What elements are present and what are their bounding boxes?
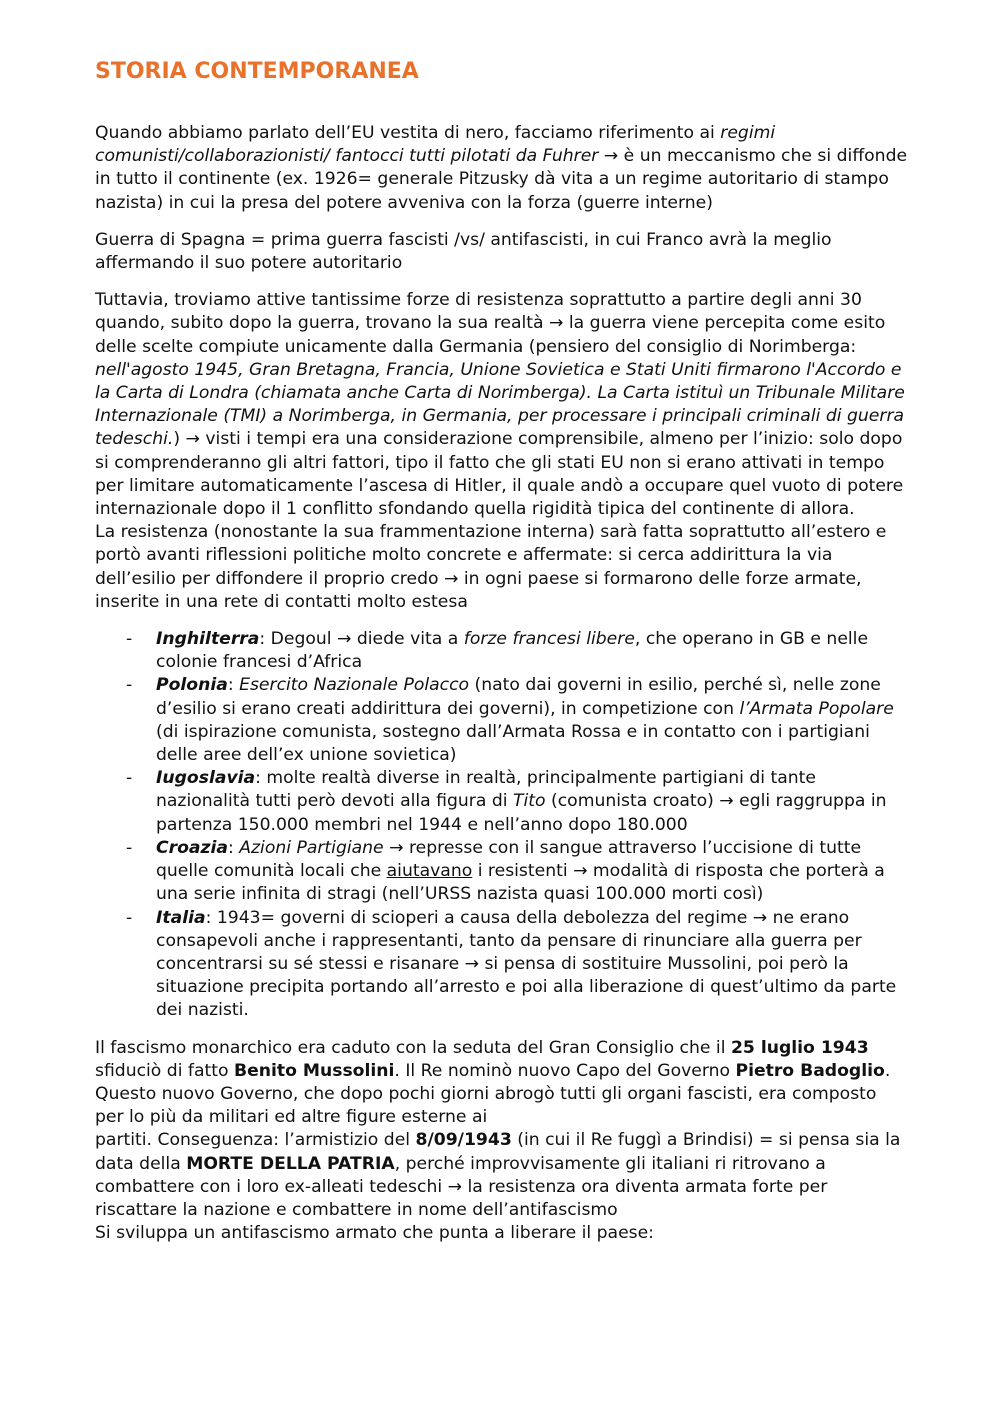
list-dash: -	[126, 629, 133, 650]
list-dash: -	[126, 768, 133, 789]
paragraph-guerra-spagna: Guerra di Spagna = prima guerra fascisti /vs/ antifascisti, in cui Franco avrà la meglio affermando il suo potere autoritario	[95, 229, 832, 274]
paragraph-fascismo-monarchico: Il fascismo monarchico era caduto con la seduta del Gran Consiglio che il 25 luglio 1943 sfiduciò di fatto Benito Mussolini. Il Re nominò nuovo Capo del Governo Pietro Badoglio. Questo nuovo Governo, che dopo pochi giorni abrogò tutti gli organi fascisti, era composto per lo più da militari ed altre figure esterne ai partiti. Conseguenza: l’armistizio del 8/09/1943 (in cui il Re fuggì a Brindisi) = si pensa sia la data della MORTE DELLA PATRIA, perché improvvisamente gli italiani ri ritrovano a combattere con i loro ex-alleati tedeschi → la resistenza ora diventa armata forte per riscattare la nazione e combattere in nome dell’antifascismo Si sviluppa un antifascismo armato che punta a liberare il paese:	[95, 1037, 901, 1244]
list-dash: -	[126, 837, 133, 858]
resistance-list	[95, 628, 910, 1022]
list-item-polonia: - Polonia: Esercito Nazionale Polacco (nato dai governi in esilio, perché sì, nelle zone d’esilio si erano creati addirittura dei governi), in competizione con l’Armata Popolare (di ispirazione comunista, sostegno dall’Armata Rossa e in contatto con i partigiani delle aree dell’ex unione sovietica)	[126, 675, 894, 766]
list-item-inghilterra: - Inghilterra: Degoul → diede vita a forze francesi libere, che operano in GB e nelle colonie francesi d’Africa	[126, 629, 869, 673]
paragraph-resistenza-norimberga: Tuttavia, troviamo attive tantissime forze di resistenza soprattutto a partire degli anni 30 quando, subito dopo la guerra, trovano la sua realtà → la guerra viene percepita come esito delle scelte compiute unicamente dalla Germania (pensiero del consiglio di Norimberga: nell'agosto 1945, Gran Bretagna, Francia, Unione Sovietica e Stati Uniti firmarono l'Accordo e la Carta di Londra (chiamata anche Carta di Norimberga). La Carta istituì un Tribunale Militare Internazionale (TMI) a Norimberga, in Germania, per processare i principali criminali di guerra tedeschi.) → visti i tempi era una considerazione comprensibile, almeno per l’inizio: solo dopo si comprenderanno gli altri fattori, tipo il fatto che gli stati EU non si erano attivati in tempo per limitare automaticamente l’ascesa di Hitler, il quale andò a occupare quel vuoto di potere internazionale dopo il 1 conflitto sfondando quella rigidità tipica del continente di allora.	[95, 290, 905, 520]
list-dash: -	[126, 675, 133, 696]
list-item-croazia: - Croazia: Azioni Partigiane → represse con il sangue attraverso l’uccisione di tutte quelle comunità locali che aiutavano i resistenti → modalità di risposta che porterà a una serie infinita di stragi (nell’URSS nazista quasi 100.000 morti così)	[126, 837, 885, 905]
paragraph-regimi: Quando abbiamo parlato dell’EU vestita di nero, facciamo riferimento ai regimi comunisti/collaborazionisti/ fantocci tutti pilotati da Fuhrer → è un meccanismo che si diffonde in tutto il continente (ex. 1926= generale Pitzusky dà vita a un regime autoritario di stampo nazista) in cui la presa del potere avveniva con la forza (guerre interne)	[95, 123, 908, 213]
list-item-iugoslavia: - Iugoslavia: molte realtà diverse in realtà, principalmente partigiani di tante nazionalità tutti però devoti alla figura di Tito (comunista croato) → egli raggruppa in partenza 150.000 membri nel 1944 e nell’anno dopo 180.000	[126, 768, 887, 835]
list-item-italia: - Italia: 1943= governi di scioperi a causa della debolezza del regime → ne erano consapevoli anche i rappresentanti, tanto da pensare di rinunciare alla guerra per concentrarsi su sé stessi e risanare → si pensa di sostituire Mussolini, poi però la situazione precipita portando all’arresto e poi alla liberazione di quest’ultimo da parte dei nazisti.	[126, 907, 897, 1021]
page-title: STORIA CONTEMPORANEA	[95, 59, 419, 84]
paragraph-resistenza-estero: La resistenza (nonostante la sua frammentazione interna) sarà fatta soprattutto all’estero e portò avanti riflessioni politiche molto concrete e affermate: si cerca addirittura la via dell’esilio per diffondere il proprio credo → in ogni paese si formarono delle forze armate, inserite in una rete di contatti molto estesa	[95, 522, 887, 612]
document-body	[95, 58, 910, 1245]
list-dash: -	[126, 907, 133, 928]
